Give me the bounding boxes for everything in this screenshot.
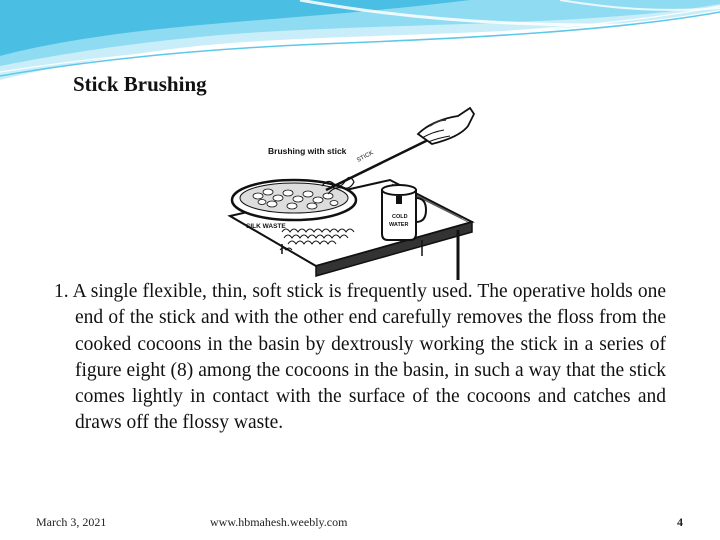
footer-url: www.hbmahesh.weebly.com [210, 515, 348, 529]
illustration-caption: Brushing with stick [268, 146, 347, 156]
cup-label-water: WATER [389, 222, 409, 228]
silk-waste-label: SILK WASTE [246, 223, 286, 230]
footer-date: March 3, 2021 [36, 515, 107, 529]
footer-page-number: 4 [677, 515, 683, 529]
body-text [54, 279, 666, 437]
stick-label: STICK [356, 150, 375, 164]
paragraph-1: 1. A single flexible, thin, soft stick is frequently used. The operative holds one end of the stick and with the other end carefully removes the floss from the cooked cocoons in the basin by dextrously working the stick in a series of figure eight (8) among the cocoons in the basin, in such a way that the stick comes lightly in contact with the surface of the cocoons and catches and draws off the flossy waste. [54, 281, 666, 434]
cup-label-cold: COLD [392, 214, 408, 220]
slide-title: Stick Brushing [73, 72, 207, 96]
stick-brushing-illustration [222, 104, 484, 280]
